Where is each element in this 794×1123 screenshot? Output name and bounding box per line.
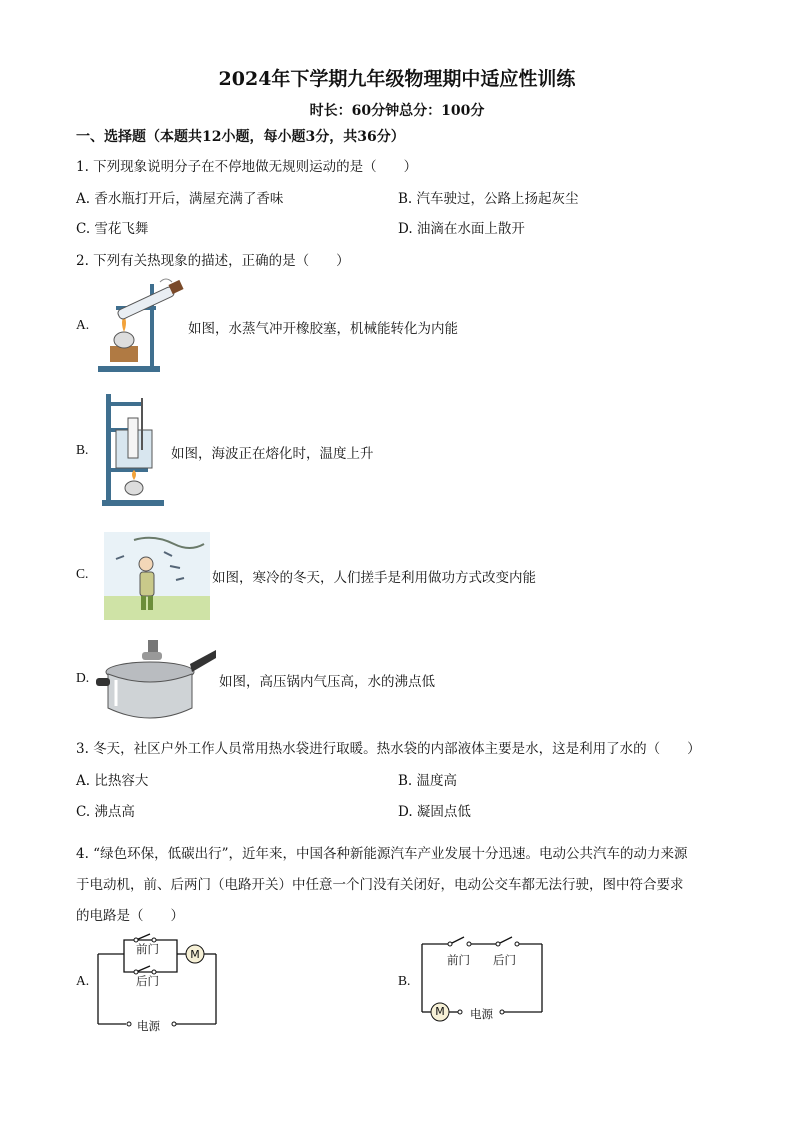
melting-experiment-image	[98, 388, 170, 510]
q4-option-a-label: A.	[76, 973, 90, 988]
q3-stem: 3. 冬天，社区户外工作人员常用热水袋进行取暖。热水袋的内部液体主要是水，这是利用了水的（ ）	[76, 741, 701, 757]
circuit-a-motor-label: M	[190, 948, 200, 961]
q1-option-b: B. 汽车驶过，公路上扬起灰尘	[398, 191, 579, 207]
exam-info: 时长：60分钟总分：100分	[309, 103, 485, 119]
winter-hand-rubbing-image	[104, 532, 210, 620]
q4-option-b-label: B.	[398, 973, 411, 988]
q1-option-c: C. 雪花飞舞	[76, 221, 149, 237]
q3-option-d: D. 凝固点低	[398, 804, 471, 820]
q2-option-d-label: D.	[76, 670, 90, 685]
circuit-a-back-door-label: 后门	[136, 974, 159, 988]
section-heading: 一、选择题（本题共12小题，每小题3分，共36分）	[76, 129, 405, 145]
q3-option-a: A. 比热容大	[76, 773, 149, 789]
q2-option-a-text: 如图，水蒸气冲开橡胶塞，机械能转化为内能	[188, 321, 458, 337]
q2-option-b-label: B.	[76, 442, 89, 457]
q1-stem: 1. 下列现象说明分子在不停地做无规则运动的是（ ）	[76, 159, 418, 175]
q2-option-d-text: 如图，高压锅内气压高，水的沸点低	[219, 674, 435, 690]
pressure-cooker-image	[96, 634, 218, 722]
q2-stem: 2. 下列有关热现象的描述，正确的是（ ）	[76, 253, 350, 269]
q1-option-a: A. 香水瓶打开后，满屋充满了香味	[76, 191, 284, 207]
q2-option-b-text: 如图，海波正在熔化时，温度上升	[171, 446, 374, 462]
q4-stem-line2: 于电动机，前、后两门（电路开关）中任意一个门没有关闭好，电动公交车都无法行驶，图中符合要求	[76, 877, 684, 893]
q3-option-b: B. 温度高	[398, 773, 458, 789]
circuit-b-power-label: 电源	[470, 1007, 493, 1021]
q4-stem-line3: 的电路是（ ）	[76, 908, 184, 924]
circuit-b-back-door-label: 后门	[493, 953, 516, 967]
circuit-a-power-label: 电源	[137, 1019, 160, 1033]
page-title: 2024年下学期九年级物理期中适应性训练	[218, 68, 576, 90]
circuit-b-front-door-label: 前门	[447, 953, 470, 967]
circuit-a-front-door-label: 前门	[136, 942, 159, 956]
test-tube-heating-image	[94, 276, 186, 376]
q4-stem-line1: 4. “绿色环保，低碳出行”，近年来，中国各种新能源汽车产业发展十分迅速。电动公共汽车的动力来源	[76, 846, 688, 862]
q2-option-c-label: C.	[76, 566, 89, 581]
q2-option-a-label: A.	[76, 317, 90, 332]
q1-option-d: D. 油滴在水面上散开	[398, 221, 525, 237]
q2-option-c-text: 如图，寒冷的冬天，人们搓手是利用做功方式改变内能	[212, 570, 536, 586]
circuit-b-motor-label: M	[435, 1005, 445, 1018]
q3-option-c: C. 沸点高	[76, 804, 135, 820]
